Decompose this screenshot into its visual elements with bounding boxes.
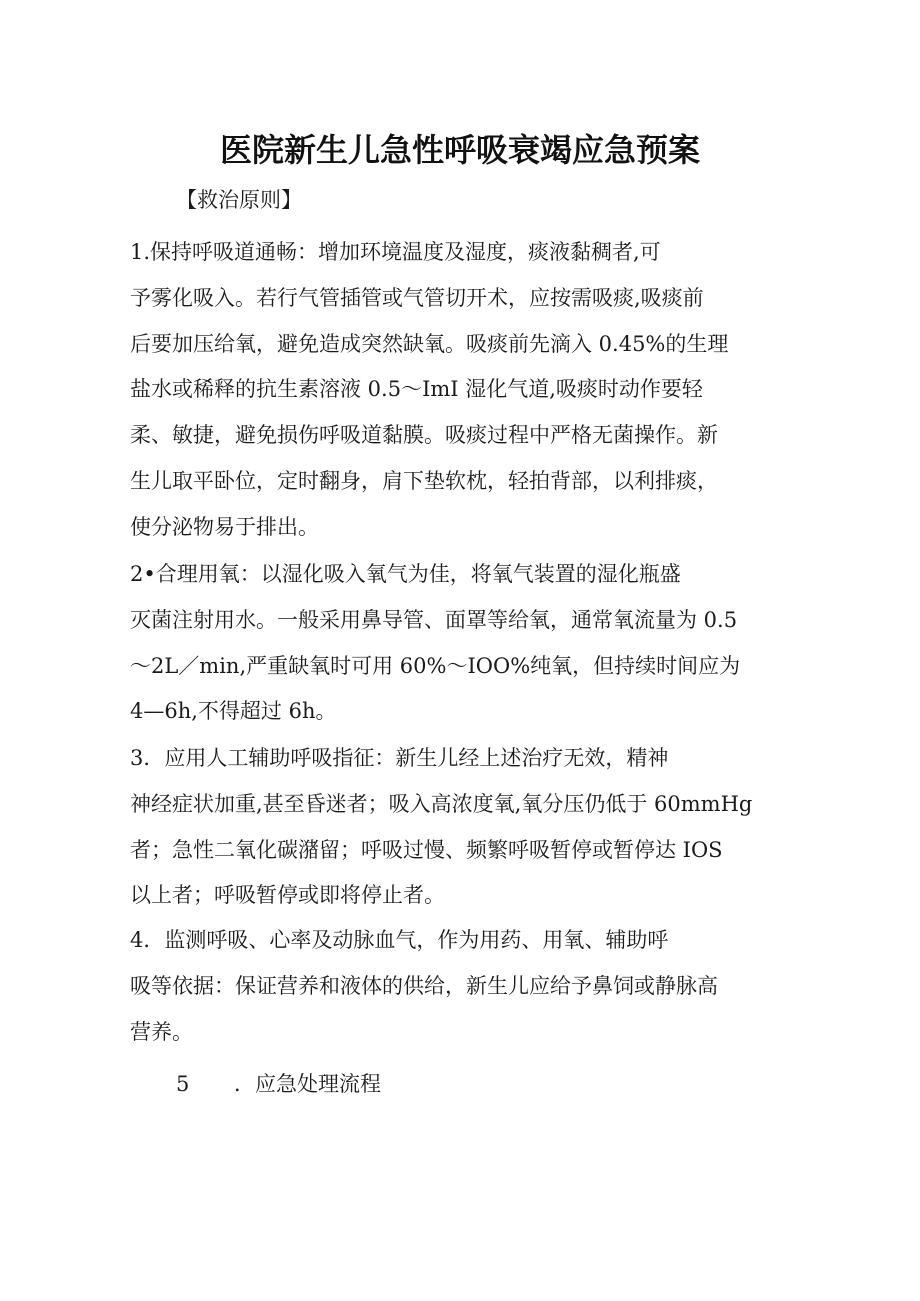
paragraph-line: 盐水或稀释的抗生素溶液 0.5～ImI 湿化气道,吸痰时动作要轻 [130,377,703,402]
paragraph-line: 予雾化吸入。若行气管插管或气管切开术，应按需吸痰,吸痰前 [130,285,704,310]
paragraph-line: 1.保持呼吸道通畅：增加环境温度及湿度，痰液黏稠者,可 [130,240,661,264]
paragraph-line: 者；急性二氧化碳潴留；呼吸过慢、频繁呼吸暂停或暂停达 IOS [130,837,723,862]
paragraph-line: 生儿取平卧位，定时翻身，肩下垫软枕，轻拍背部，以利排痰， [130,468,718,493]
paragraph-4 [130,918,790,1055]
paragraph-line: 神经症状加重,甚至昏迷者；吸入高浓度氧,氧分压仍低于 60mmHg [130,791,753,816]
document-title: 医院新生儿急性呼吸衰竭应急预案 [219,131,700,169]
section-heading: 【救治原则】 [176,188,302,212]
item-5-number: 5 [176,1072,190,1096]
paragraph-line: 2•合理用氧：以湿化吸入氧气为佳，将氧气装置的湿化瓶盛 [130,562,681,586]
paragraph-line: 灭菌注射用水。一般采用鼻导管、面罩等给氧，通常氧流量为 0.5 [130,607,738,632]
paragraph-line: ～2L／min,严重缺氧时可用 60%～IOO%纯氧，但持续时间应为 [130,653,741,678]
paragraph-line: 营养。 [130,1019,193,1044]
paragraph-line: 3．应用人工辅助呼吸指征：新生儿经上述治疗无效，精神 [130,746,669,770]
paragraph-2 [130,552,790,735]
paragraph-line: 以上者；呼吸暂停或即将停止者。 [130,883,445,908]
paragraph-line: 柔、敏捷，避免损伤呼吸道黏膜。吸痰过程中严格无菌操作。新 [130,423,718,448]
paragraph-line: 4．监测呼吸、心率及动脉血气，作为用药、用氧、辅助呼 [130,928,669,952]
paragraph-3 [130,736,790,919]
item-5-heading [176,1062,381,1108]
paragraph-line: 使分泌物易于排出。 [130,514,319,539]
paragraph-line: 4—6h,不得超过 6h。 [130,699,337,724]
paragraph-1 [130,230,790,551]
paragraph-line: 吸等依据：保证营养和液体的供给，新生儿应给予鼻饲或静脉高 [130,973,718,998]
paragraph-line: 后要加压给氧，避免造成突然缺氧。吸痰前先滴入 0.45%的生理 [130,331,729,356]
item-5-text: ．应急处理流程 [234,1072,381,1096]
